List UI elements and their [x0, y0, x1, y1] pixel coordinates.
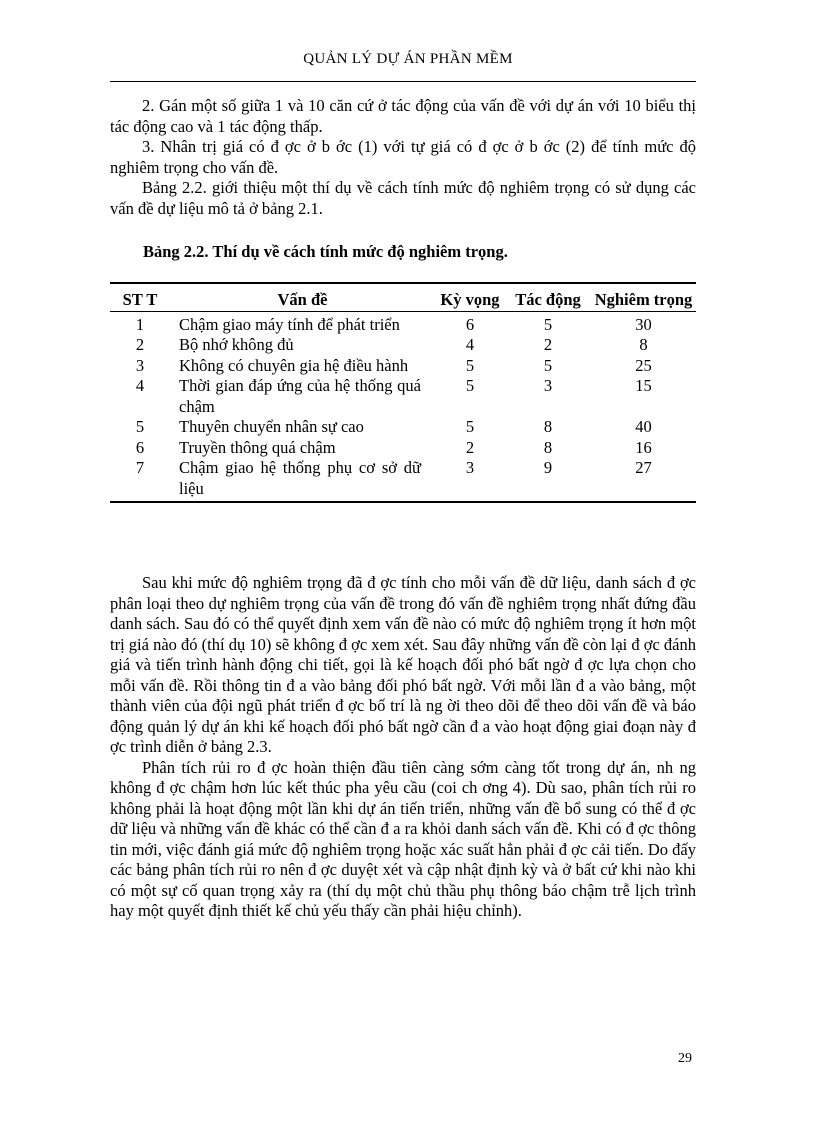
cell-impact: 8	[543, 417, 553, 436]
cell-stt: 5	[135, 417, 145, 436]
cell-impact: 9	[543, 458, 553, 477]
page-header: QUẢN LÝ DỰ ÁN PHẦN MỀM	[303, 51, 513, 67]
cell-stt: 2	[135, 335, 145, 354]
cell-expectation: 5	[465, 355, 475, 375]
cell-stt: 7	[135, 458, 145, 477]
cell-impact: 3	[543, 376, 553, 395]
cell-impact: 8	[543, 437, 553, 457]
cell-expectation: 2	[465, 437, 475, 457]
cell-severity: 25	[635, 355, 652, 375]
header-divider	[110, 81, 696, 82]
cell-issue: Chậm giao hệ thống phụ cơ sở dữ liệu	[179, 458, 421, 498]
body-section	[110, 573, 696, 922]
paragraph: 2. Gán một số giữa 1 và 10 căn cứ ở tác động của vấn đề với dự án với 10 biểu thị tác động cao và 1 tác động thấp.	[110, 96, 696, 136]
table-row	[110, 376, 696, 417]
header-stt: ST T	[122, 290, 158, 309]
cell-severity: 16	[635, 437, 652, 457]
table-row	[110, 335, 696, 356]
cell-expectation: 6	[465, 314, 475, 334]
cell-stt: 6	[135, 437, 145, 457]
table-title: Bảng 2.2. Thí dụ về cách tính mức độ nghiêm trọng.	[143, 242, 508, 261]
cell-issue: Thuyên chuyển nhân sự cao	[179, 417, 364, 436]
cell-expectation: 4	[465, 335, 475, 354]
table-row	[110, 311, 696, 335]
cell-expectation: 3	[465, 458, 475, 477]
paragraph: Bảng 2.2. giới thiệu một thí dụ về cách tính mức độ nghiêm trọng có sử dụng các vấn đề dự liệu mô tả ở bảng 2.1.	[110, 178, 696, 218]
cell-issue: Truyền thông quá chậm	[179, 437, 336, 457]
cell-severity: 40	[635, 417, 652, 436]
severity-table	[110, 282, 696, 503]
cell-stt: 1	[135, 314, 145, 334]
cell-issue: Chậm giao máy tính để phát triển	[179, 314, 400, 334]
severity-table-container	[110, 282, 696, 503]
table-row	[110, 417, 696, 438]
cell-impact: 2	[543, 335, 553, 354]
cell-impact: 5	[543, 355, 553, 375]
paragraph: Sau khi mức độ nghiêm trọng đã đ ợc tính cho mỗi vấn đề dữ liệu, danh sách đ ợc phân loại theo dự nghiêm trọng của vấn đề trong đó vấn đề nghiêm trọng nhất đứng đầu danh sách. Sau đó có thể quyết định xem vấn đề nào có mức độ nghiêm trọng ít hơn một trị giá nào đó (thí dụ 10) sẽ không đ ợc xem xét. Sau đây những vấn đề còn lại đ ợc đánh giá và tiến trình hành động chi tiết, gọi là kế hoạch đối phó bất ngờ đ ợc lựa chọn cho mỗi vấn đề. Rồi thông tin đ a vào bảng đối phó bất ngờ. Với mỗi lần đ a vào bảng, một thành viên của đội ngũ phát triển đ ợc bố trí là ng ời theo dõi để theo dõi vấn đề và báo động quản lý dự án khi kế hoạch đối phó bất ngờ cần đ a vào hoạt động giai đoạn này đ ợc trình diễn ở bảng 2.3.	[110, 573, 696, 756]
cell-stt: 3	[135, 355, 145, 375]
table-row	[110, 438, 696, 459]
cell-issue: Không có chuyên gia hệ điều hành	[179, 355, 409, 375]
cell-severity: 15	[635, 376, 652, 395]
intro-section	[110, 96, 696, 219]
cell-severity: 30	[635, 314, 652, 334]
header-severity: Nghiêm trọng	[594, 290, 693, 309]
cell-expectation: 5	[465, 376, 475, 395]
header-issue: Vấn đề	[277, 290, 328, 309]
table-row	[110, 356, 696, 377]
table-row	[110, 458, 696, 502]
page-number: 29	[678, 1051, 692, 1066]
cell-issue: Bộ nhớ không đủ	[179, 335, 294, 354]
cell-stt: 4	[135, 376, 145, 395]
header-impact: Tác động	[515, 290, 581, 309]
header-expectation: Kỳ vọng	[440, 290, 500, 309]
table-header-row	[110, 283, 696, 311]
cell-severity: 27	[635, 458, 652, 477]
cell-issue: Thời gian đáp ứng của hệ thống quá chậm	[179, 376, 421, 416]
cell-expectation: 5	[465, 417, 475, 436]
paragraph: Phân tích rủi ro đ ợc hoàn thiện đầu tiên càng sớm càng tốt trong dự án, nh ng không đ ợc chậm hơn lúc kết thúc pha yêu cầu (coi ch ơng 4). Dù sao, phân tích rủi ro không phải là hoạt động một lần khi dự án tiến triển, những vấn đề bổ sung có thể đ ợc dữ liệu và những vấn đề khác có thể cần đ a ra khỏi danh sách vấn đề. Khi có đ ợc thông tin mới, việc đánh giá mức độ nghiêm trọng hoặc xác suất hẳn phải đ ợc cải tiến. Do đấy các bảng phân tích rủi ro nên đ ợc duyệt xét và cập nhật định kỳ và ở bất cứ khi nào khi có một sự cố quan trọng xảy ra (thí dụ một chủ thầu phụ thông báo chậm trễ lịch trình hay một quyết định thiết kế chủ yếu thấy cần phải hiệu chỉnh).	[110, 757, 696, 920]
cell-severity: 8	[639, 335, 648, 354]
paragraph: 3. Nhân trị giá có đ ợc ở b ớc (1) với tự giá có đ ợc ở b ớc (2) để tính mức độ nghiêm trọng cho vấn đề.	[110, 137, 696, 177]
cell-impact: 5	[543, 314, 553, 334]
